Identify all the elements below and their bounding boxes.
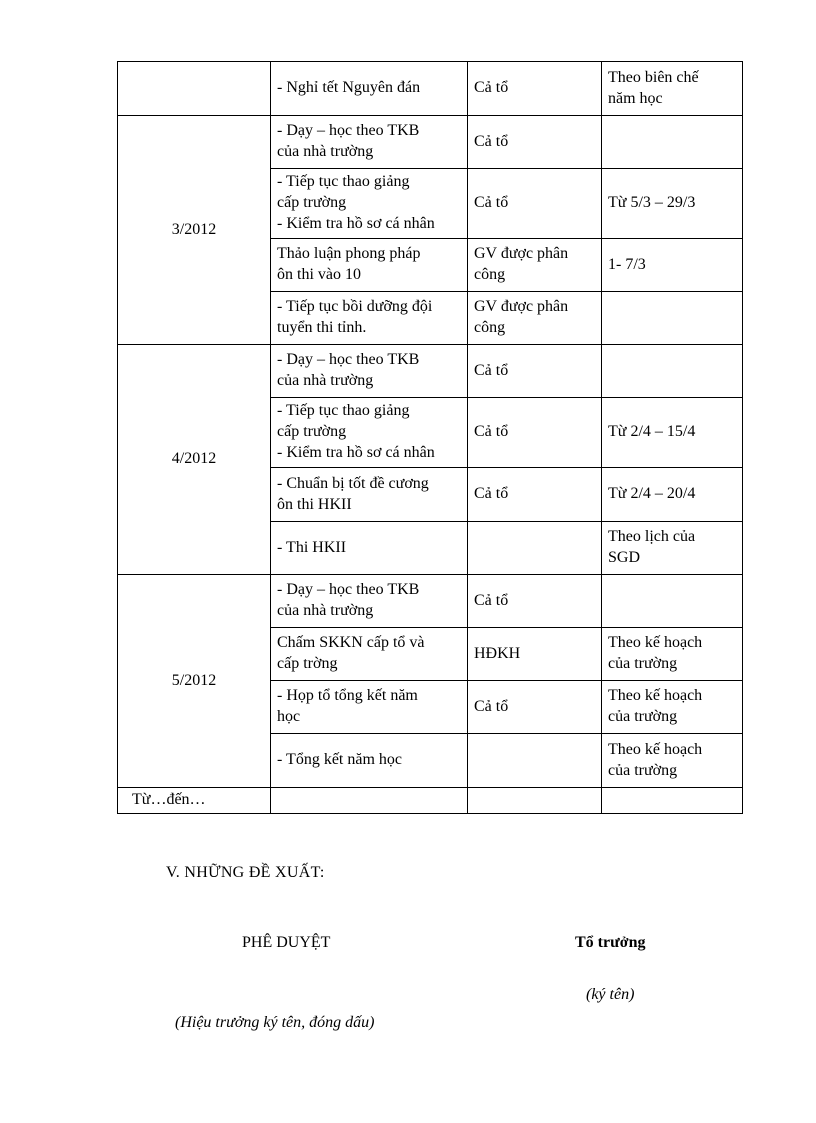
time-cell	[602, 788, 743, 814]
participants-cell-line: Cả tổ	[474, 591, 509, 609]
activity-cell-line: - Thi HKII	[277, 538, 347, 556]
participants-cell	[468, 169, 602, 239]
time-cell	[602, 468, 743, 522]
activity-cell	[271, 239, 468, 292]
activity-cell-line: - Dạy – học theo TKB	[277, 581, 420, 599]
team-leader-title: Tổ trưởng	[575, 934, 646, 951]
activity-cell	[271, 62, 468, 116]
participants-cell-line: Cả tổ	[474, 361, 509, 379]
month-cell: 4/2012	[118, 345, 271, 575]
time-cell-line: Theo kế hoạch	[608, 687, 703, 705]
activity-cell-line: - Dạy – học theo TKB	[277, 351, 420, 369]
activity-cell-line: - Tiếp tục bồi dưỡng đội	[277, 298, 433, 316]
table-row	[118, 345, 743, 398]
month-cell: 3/2012	[118, 116, 271, 345]
participants-cell-line: Cả tổ	[474, 423, 509, 441]
activity-cell-line: tuyển thi tỉnh.	[277, 319, 367, 336]
participants-cell-line: Cả tổ	[474, 194, 509, 212]
activity-cell-line: cấp trường	[277, 423, 347, 441]
activity-cell-line: Chấm SKKN cấp tổ và	[277, 634, 425, 652]
participants-cell	[468, 398, 602, 468]
participants-cell	[468, 116, 602, 169]
activity-cell	[271, 628, 468, 681]
time-cell	[602, 398, 743, 468]
participants-cell	[468, 575, 602, 628]
participants-cell-line: HĐKH	[474, 644, 521, 662]
time-cell	[602, 62, 743, 116]
time-cell	[602, 575, 743, 628]
participants-cell-line: GV được phân	[474, 245, 569, 263]
time-cell	[602, 522, 743, 575]
activity-cell-line: - Tiếp tục thao giảng	[277, 173, 410, 191]
time-cell-line: 1- 7/3	[608, 255, 646, 273]
activity-cell-line: - Kiểm tra hồ sơ cá nhân	[277, 214, 435, 232]
time-cell-line: của trường	[608, 708, 678, 725]
participants-cell	[468, 788, 602, 814]
activity-cell-line: - Nghỉ tết Nguyên đán	[277, 79, 421, 97]
activity-cell-line: học	[277, 708, 301, 725]
activity-cell	[271, 788, 468, 814]
activity-cell	[271, 681, 468, 734]
time-cell-line: Theo biên chế	[608, 68, 699, 86]
approve-label: PHÊ DUYỆT	[242, 934, 331, 951]
activity-cell	[271, 468, 468, 522]
table-row	[118, 62, 743, 116]
principal-sign-note: (Hiệu trưởng ký tên, đóng dấu)	[175, 1014, 375, 1031]
activity-cell-line: - Tiếp tục thao giảng	[277, 402, 410, 420]
time-cell-line: SGD	[608, 549, 641, 566]
time-cell	[602, 734, 743, 788]
participants-cell	[468, 681, 602, 734]
activity-cell	[271, 522, 468, 575]
activity-cell-line: của nhà trường	[277, 143, 374, 160]
activity-cell-line: ôn thi HKII	[277, 495, 352, 513]
activity-cell-line: - Kiểm tra hồ sơ cá nhân	[277, 443, 435, 461]
activity-cell-line: cấp trường	[277, 194, 347, 212]
time-cell-line: Từ 2/4 – 20/4	[608, 485, 696, 503]
proposals-heading: V. NHỮNG ĐỀ XUẤT:	[166, 864, 325, 881]
activity-cell-line: - Tổng kết năm học	[277, 751, 403, 769]
activity-cell-line: của nhà trường	[277, 602, 374, 619]
activity-cell	[271, 292, 468, 345]
month-cell: Từ…đến…	[118, 788, 271, 814]
participants-cell	[468, 734, 602, 788]
time-cell-line: Theo lịch của	[608, 528, 696, 546]
activity-cell	[271, 345, 468, 398]
time-cell	[602, 239, 743, 292]
participants-cell-line: Cả tổ	[474, 697, 509, 715]
time-cell-line: Từ 5/3 – 29/3	[608, 194, 696, 212]
activity-cell	[271, 169, 468, 239]
participants-cell-line: Cả tổ	[474, 132, 509, 150]
participants-cell-line: Cả tổ	[474, 485, 509, 503]
time-cell	[602, 292, 743, 345]
time-cell	[602, 169, 743, 239]
participants-cell	[468, 628, 602, 681]
participants-cell	[468, 239, 602, 292]
plan-table-body	[118, 62, 743, 814]
team-leader-sign-note: (ký tên)	[586, 986, 635, 1003]
time-cell	[602, 345, 743, 398]
time-cell	[602, 116, 743, 169]
participants-cell	[468, 522, 602, 575]
participants-cell	[468, 292, 602, 345]
time-cell	[602, 628, 743, 681]
activity-cell-line: cấp trờng	[277, 655, 338, 672]
time-cell	[602, 681, 743, 734]
table-row	[118, 116, 743, 169]
time-cell-line: năm học	[608, 89, 663, 107]
participants-cell-line: GV được phân	[474, 298, 569, 316]
time-cell-line: của trường	[608, 655, 678, 672]
activity-cell	[271, 575, 468, 628]
activity-cell-line: Thảo luận phong pháp	[277, 245, 421, 263]
activity-cell	[271, 734, 468, 788]
activity-cell-line: - Chuẩn bị tốt đề cương	[277, 474, 429, 492]
activity-cell-line: ôn thi vào 10	[277, 266, 361, 283]
activity-cell-line: - Họp tổ tổng kết năm	[277, 687, 418, 705]
time-cell-line: Từ 2/4 – 15/4	[608, 423, 696, 441]
activity-cell-line: của nhà trường	[277, 372, 374, 389]
time-cell-line: của trường	[608, 761, 678, 779]
month-cell: 5/2012	[118, 575, 271, 788]
participants-cell-line: Cả tổ	[474, 79, 509, 97]
table-row	[118, 788, 743, 814]
activity-cell	[271, 398, 468, 468]
time-cell-line: Theo kế hoạch	[608, 634, 703, 652]
participants-cell	[468, 468, 602, 522]
table-row	[118, 575, 743, 628]
participants-cell	[468, 345, 602, 398]
participants-cell-line: công	[474, 266, 506, 283]
time-cell-line: Theo kế hoạch	[608, 740, 703, 758]
month-cell	[118, 62, 271, 116]
activity-cell	[271, 116, 468, 169]
participants-cell	[468, 62, 602, 116]
plan-table	[117, 61, 743, 814]
activity-cell-line: - Dạy – học theo TKB	[277, 122, 420, 140]
participants-cell-line: công	[474, 319, 506, 336]
